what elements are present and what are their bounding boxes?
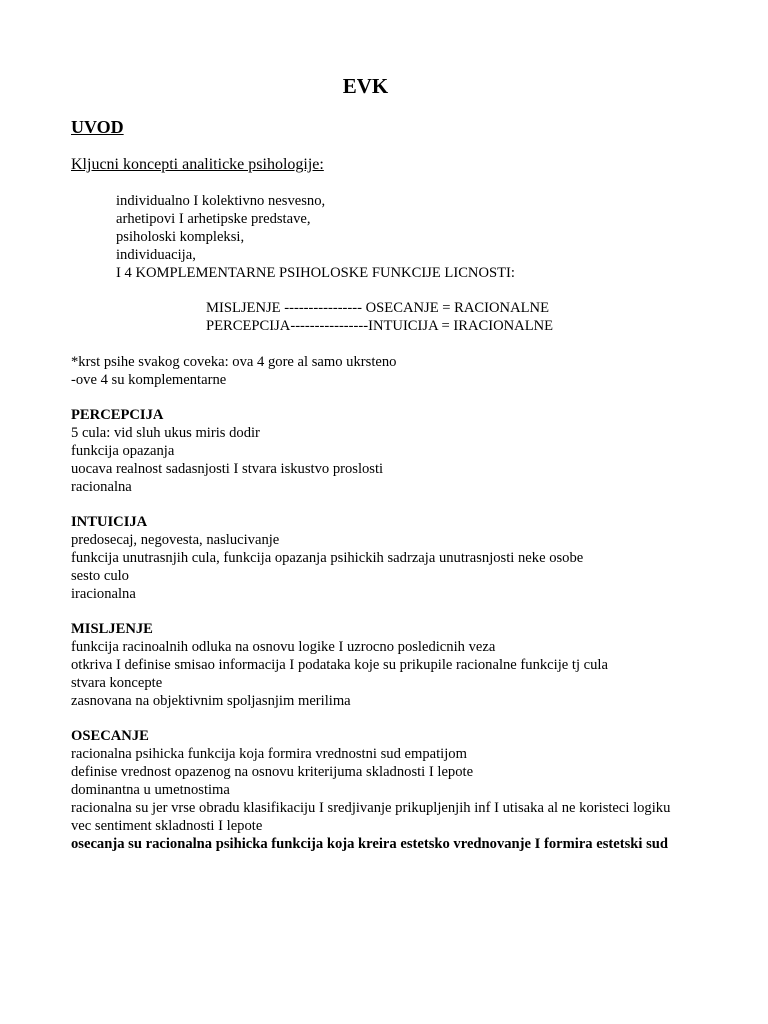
concept-item: individuacija,: [116, 247, 196, 263]
section-line: uocava realnost sadasnjosti I stvara iskustvo proslosti: [71, 461, 384, 477]
section-line: funkcija racinoalnih odluka na osnovu logike I uzrocno posledicnih veza: [71, 639, 496, 655]
section-intuicija: [71, 513, 583, 603]
document-title: EVK: [342, 74, 389, 98]
section-heading: INTUICIJA: [71, 514, 148, 530]
concept-item: I 4 KOMPLEMENTARNE PSIHOLOSKE FUNKCIJE LICNOSTI:: [116, 265, 515, 281]
section-heading: OSECANJE: [71, 728, 149, 744]
section-line: sesto culo: [71, 568, 129, 584]
section-heading: MISLJENJE: [71, 621, 153, 637]
section-line: vec sentiment skladnosti I lepote: [71, 818, 263, 834]
section-misljenje: [71, 620, 608, 710]
notes-block: [71, 353, 396, 389]
note-line: *krst psihe svakog coveka: ova 4 gore al samo ukrsteno: [71, 354, 397, 370]
section-heading: PERCEPCIJA: [71, 407, 164, 423]
section-line: definise vrednost opazenog na osnovu kriterijuma skladnosti I lepote: [71, 764, 474, 780]
section-percepcija: [71, 406, 383, 496]
section-conclusion-line: osecanja su racionalna psihicka funkcija koja kreira estetsko vrednovanje I formira estetski sud: [71, 836, 669, 852]
section-line: stvara koncepte: [71, 675, 163, 691]
section-line: funkcija unutrasnjih cula, funkcija opazanja psihickih sadrzaja unutrasnjosti neke osobe: [71, 550, 584, 566]
section-line: 5 cula: vid sluh ukus miris dodir: [71, 425, 260, 441]
concept-item: arhetipovi I arhetipske predstave,: [116, 211, 311, 227]
section-line: racionalna: [71, 479, 132, 495]
function-pair-rational: MISLJENJE ---------------- OSECANJE = RACIONALNE: [206, 300, 550, 316]
intro-heading: UVOD: [71, 117, 124, 137]
section-osecanje: [71, 727, 670, 853]
section-line: predosecaj, negovesta, naslucivanje: [71, 532, 280, 548]
functions-pairs: [206, 299, 553, 335]
note-line: -ove 4 su komplementarne: [71, 372, 227, 388]
section-line: dominantna u umetnostima: [71, 782, 230, 798]
section-line: iracionalna: [71, 586, 136, 602]
section-line: racionalna psihicka funkcija koja formira vrednostni sud empatijom: [71, 746, 467, 762]
concept-item: psiholoski kompleksi,: [116, 229, 245, 245]
concept-item: individualno I kolektivno nesvesno,: [116, 193, 326, 209]
section-line: racionalna su jer vrse obradu klasifikaciju I sredjivanje prikupljenjih inf I utisaka al ne koristeci logiku: [71, 800, 671, 816]
function-pair-irrational: PERCEPCIJA----------------INTUICIJA = IRACIONALNE: [206, 318, 554, 334]
section-line: zasnovana na objektivnim spoljasnjim merilima: [71, 693, 351, 709]
key-concepts-heading: Kljucni koncepti analiticke psihologije:: [71, 156, 324, 173]
concepts-list: [116, 192, 515, 282]
section-line: funkcija opazanja: [71, 443, 175, 459]
section-line: otkriva I definise smisao informacija I podataka koje su prikupile racionalne funkcije tj cula: [71, 657, 608, 673]
